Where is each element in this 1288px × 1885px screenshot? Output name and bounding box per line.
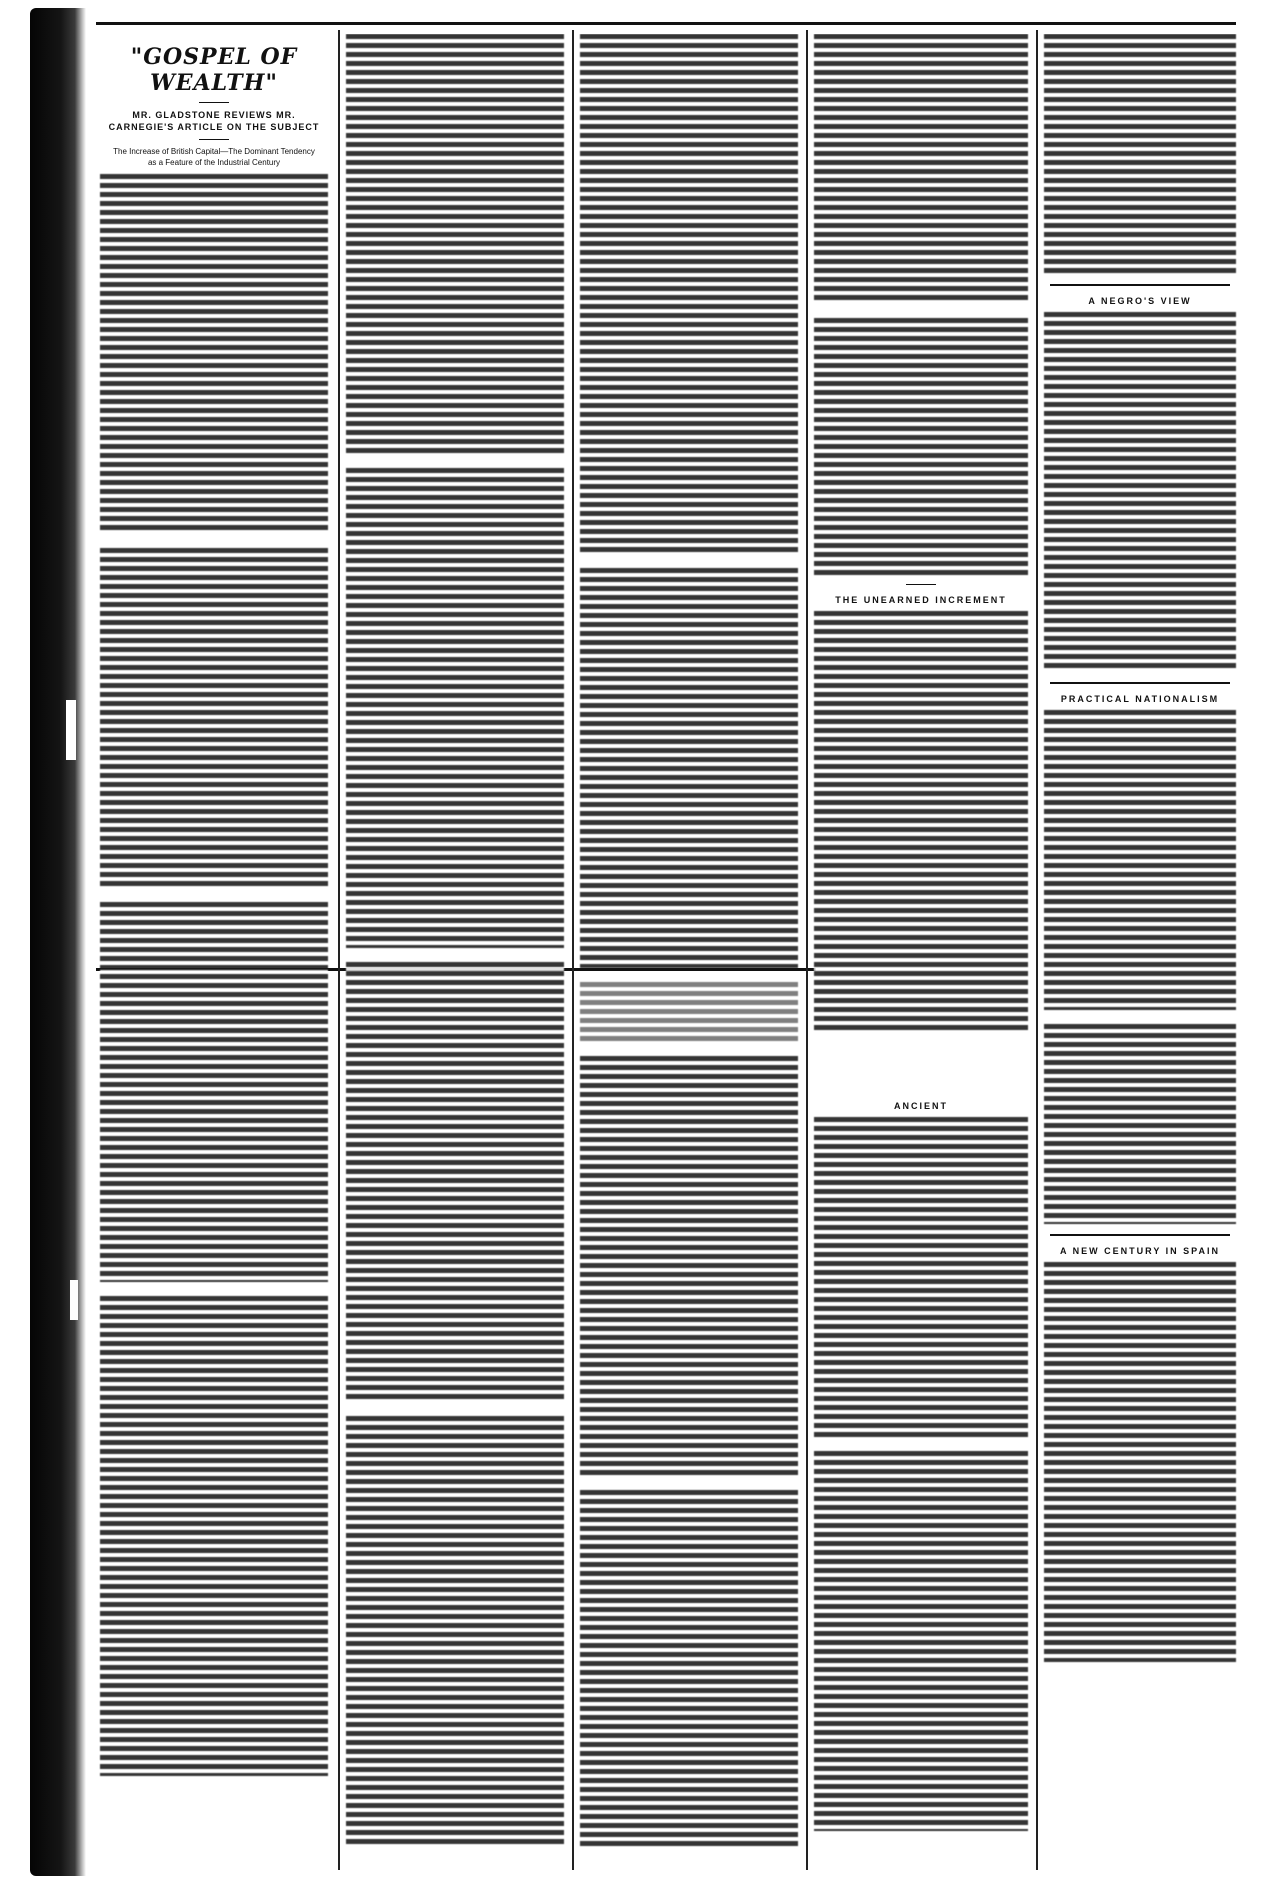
article-body bbox=[580, 568, 798, 968]
article-body bbox=[814, 1117, 1028, 1437]
article-body bbox=[580, 1490, 798, 1850]
section-heading: A NEW CENTURY IN SPAIN bbox=[1059, 1246, 1220, 1256]
article-body bbox=[346, 34, 564, 454]
article-body bbox=[1044, 34, 1236, 274]
article-body bbox=[346, 468, 564, 948]
article-body bbox=[814, 611, 1028, 1031]
article-body bbox=[1044, 312, 1236, 672]
column-rule bbox=[338, 30, 340, 1870]
section-heading: THE UNEARNED INCREMENT bbox=[835, 595, 1007, 605]
section-heading: PRACTICAL NATIONALISM bbox=[1060, 694, 1220, 704]
column-rule bbox=[1036, 30, 1038, 1870]
article-body bbox=[346, 1416, 564, 1846]
article-body bbox=[814, 318, 1028, 578]
column-1 bbox=[96, 34, 332, 1870]
section-heading: A NEGRO'S VIEW bbox=[1088, 296, 1192, 306]
article-body bbox=[814, 1451, 1028, 1831]
column-rule bbox=[806, 30, 808, 1870]
article-body bbox=[580, 1056, 798, 1476]
column-5 bbox=[1040, 34, 1240, 1870]
article-body bbox=[100, 548, 328, 888]
deck-rule bbox=[199, 139, 229, 140]
article-body bbox=[580, 34, 798, 554]
section-heading: ANCIENT bbox=[894, 1101, 948, 1111]
article-body bbox=[100, 174, 328, 534]
top-rule bbox=[96, 22, 1236, 25]
binding-edge bbox=[30, 8, 86, 1876]
article-body bbox=[1044, 710, 1236, 1010]
article-body bbox=[814, 34, 1028, 304]
article-body bbox=[100, 1296, 328, 1776]
article-deck: MR. GLADSTONE REVIEWS MR. CARNEGIE'S ARTICLE ON THE SUBJECT bbox=[108, 110, 320, 132]
article-body bbox=[100, 902, 328, 1282]
column-2 bbox=[342, 34, 568, 1870]
headline-rule bbox=[199, 102, 229, 103]
column-3 bbox=[576, 34, 802, 1870]
column-rule bbox=[572, 30, 574, 1870]
article-subdeck: The Increase of British Capital—The Dominant Tendency as a Feature of the Industrial Century bbox=[113, 147, 315, 167]
binding-notch bbox=[70, 1280, 78, 1320]
column-4 bbox=[810, 34, 1032, 1870]
article-body bbox=[1044, 1262, 1236, 1662]
article-body bbox=[1044, 1024, 1236, 1224]
article-body bbox=[346, 962, 564, 1402]
article-body bbox=[580, 982, 798, 1042]
binding-notch bbox=[66, 700, 76, 760]
article-headline: "GOSPEL OF WEALTH" bbox=[130, 44, 298, 96]
